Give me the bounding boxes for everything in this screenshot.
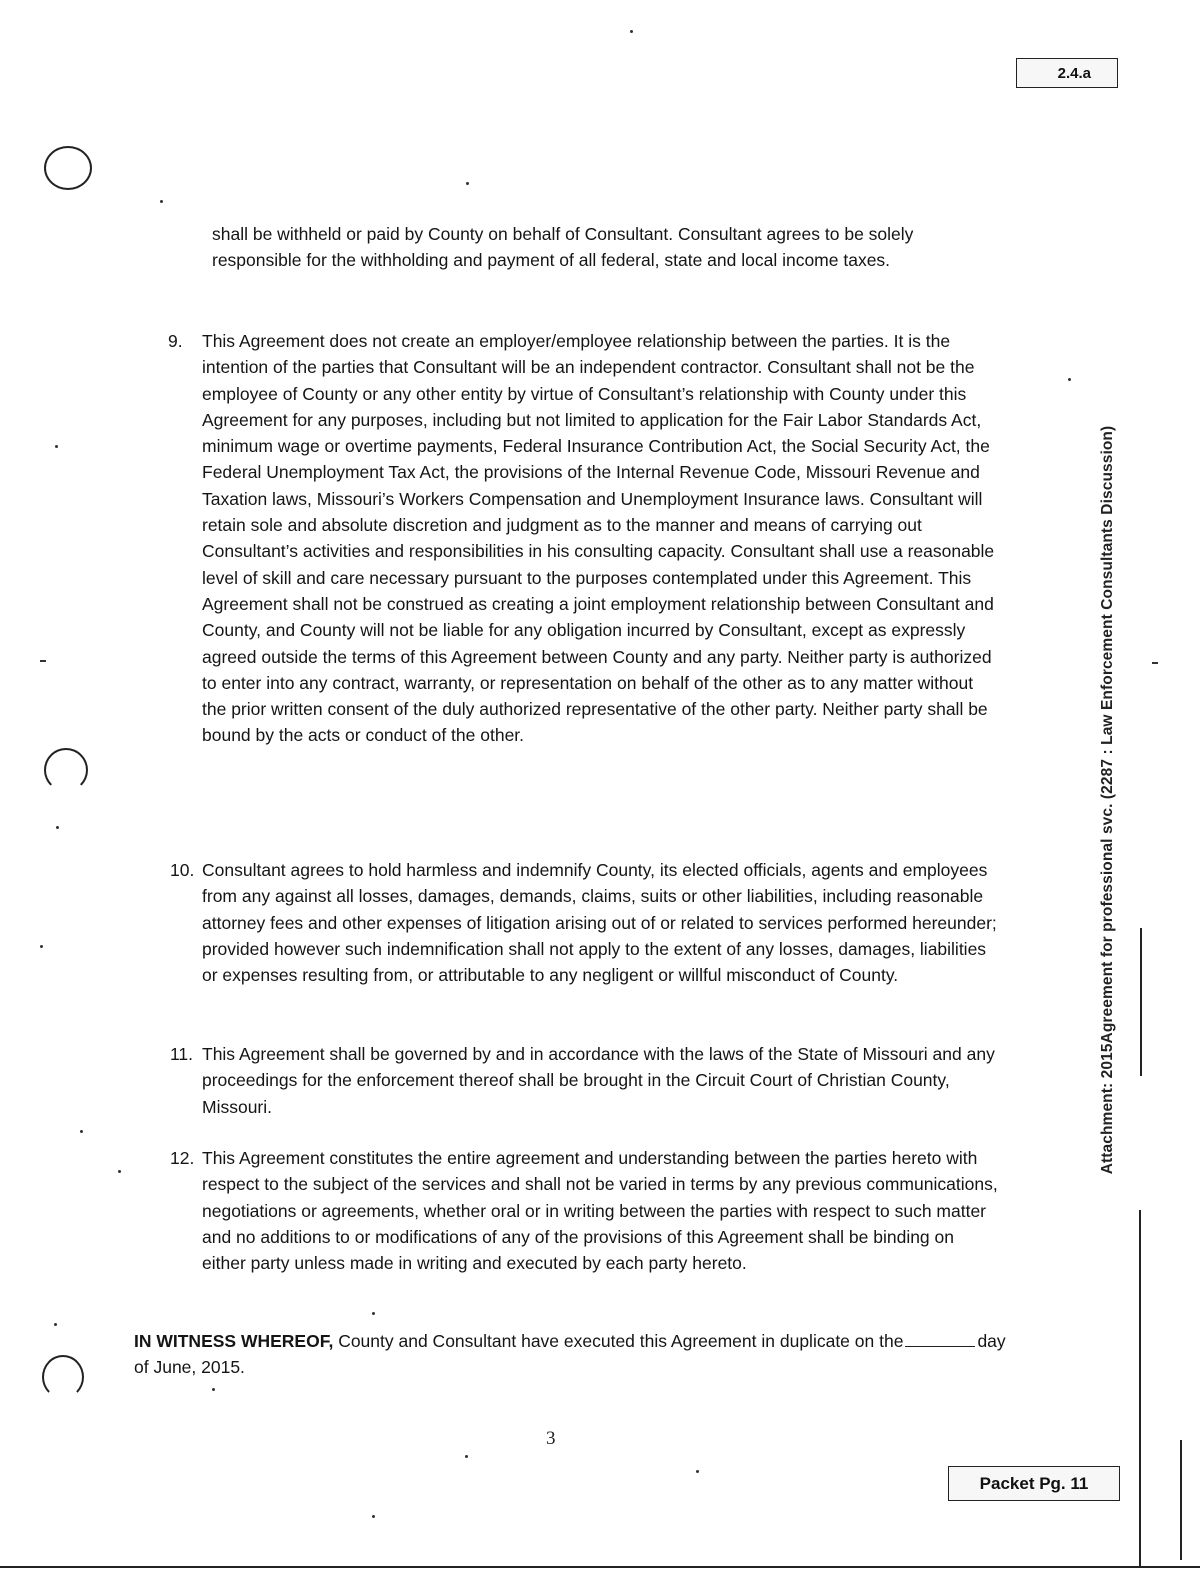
scan-speck [56,826,59,829]
scan-speck [372,1312,375,1315]
witness-text: County and Consultant have executed this Agreement in duplicate on the [338,1331,904,1351]
scan-speck [1068,378,1071,381]
item-number: 12. [170,1148,195,1168]
scan-speck [55,445,58,448]
scan-edge-line [1140,928,1142,1076]
scan-speck [372,1515,375,1518]
scan-speck [40,945,43,948]
attachment-side-label: Attachment: 2015Agreement for professional svc. (2287 : Law Enforcement Consultants Discussion) [1099,425,1116,1175]
scan-speck [696,1470,699,1473]
item-number: 11. [170,1044,194,1064]
scan-speck [465,1455,468,1458]
item-text: Consultant agrees to hold harmless and indemnify County, its elected officials, agents and employees from any against all losses, damages, demands, claims, suits or other liabilities, including reasonable attorney fees and other expenses of litigation arising out of or related to services performed hereunder; provided however such indemnification shall not apply to the extent of any losses, damages, liabilities or expenses resulting from, or attributable to any negligent or willful misconduct of County. [202,860,997,986]
item-text: This Agreement shall be governed by and in accordance with the laws of the State of Missouri and any proceedings for the enforcement thereof shall be brought in the Circuit Court of Christian County, Missouri. [202,1044,995,1117]
scan-speck [466,182,469,185]
scan-speck [630,30,633,33]
scan-speck [160,200,163,203]
intro-paragraph: shall be withheld or paid by County on behalf of Consultant. Consultant agrees to be solely responsible for the withholding and payment of all federal, state and local income taxes. [212,224,914,271]
item-text: This Agreement constitutes the entire agreement and understanding between the parties hereto with respect to the subject of the services and shall not be varied in terms by any previous communications, negotiations or agreements, whether oral or in writing between the parties with respect to such matter and no additions to or modifications of any of the provisions of this Agreement shall be binding on either party unless made in writing and executed by each party hereto. [202,1148,998,1274]
scan-speck [212,1388,215,1391]
scan-speck [54,1323,57,1326]
date-blank-line [905,1330,975,1347]
page-number: 3 [546,1428,556,1449]
witness-paragraph [134,1328,1014,1381]
punch-hole [44,748,88,792]
witness-label: IN WITNESS WHEREOF, [134,1331,334,1351]
scan-speck [80,1130,83,1133]
agenda-item-tag: 2.4.a [1016,58,1118,88]
item-text: This Agreement does not create an employer/employee relationship between the parties. It is the intention of the parties that Consultant will be an independent contractor. Consultant shall not be the employee of County or any other entity by virtue of Consultant’s relationship with County under this Agreement for any purposes, including but not limited to application for the Fair Labor Standards Act, minimum wage or overtime payments, Federal Insurance Contribution Act, the Social Security Act, the Federal Unemployment Tax Act, the provisions of the Internal Revenue Code, Missouri Revenue and Taxation laws, Missouri’s Workers Compensation and Unemployment Insurance laws. Consultant will retain sole and absolute discretion and judgment as to the manner and means of carrying out Consultant’s activities and responsibilities in his consulting capacity. Consultant shall use a reasonable level of skill and care necessary pursuant to the purposes contemplated under this Agreement. This Agreement shall not be construed as creating a joint employment relationship between Consultant and County, and County will not be liable for any obligation incurred by Consultant, except as expressly agreed outside the terms of this Agreement between County and any party. Neither party is authorized to enter into any contract, warranty, or representation on behalf of the other as to any matter without the prior written consent of the duly authorized representative of the other party. Neither party shall be bound by the acts or conduct of the other. [202,331,995,746]
scan-edge-line [1139,1210,1141,1566]
scan-edge-line [1180,1440,1182,1560]
scan-speck [118,1170,121,1173]
packet-page-tag: Packet Pg. 11 [948,1466,1120,1501]
item-number: 9. [168,331,183,351]
scan-speck [40,660,46,662]
punch-hole [44,146,92,190]
scan-edge-line [0,1566,1200,1568]
punch-hole [42,1355,84,1399]
scan-speck [1152,662,1158,664]
item-number: 10. [170,860,195,880]
witness-date-text: day of June, 2015. [134,1331,1006,1378]
